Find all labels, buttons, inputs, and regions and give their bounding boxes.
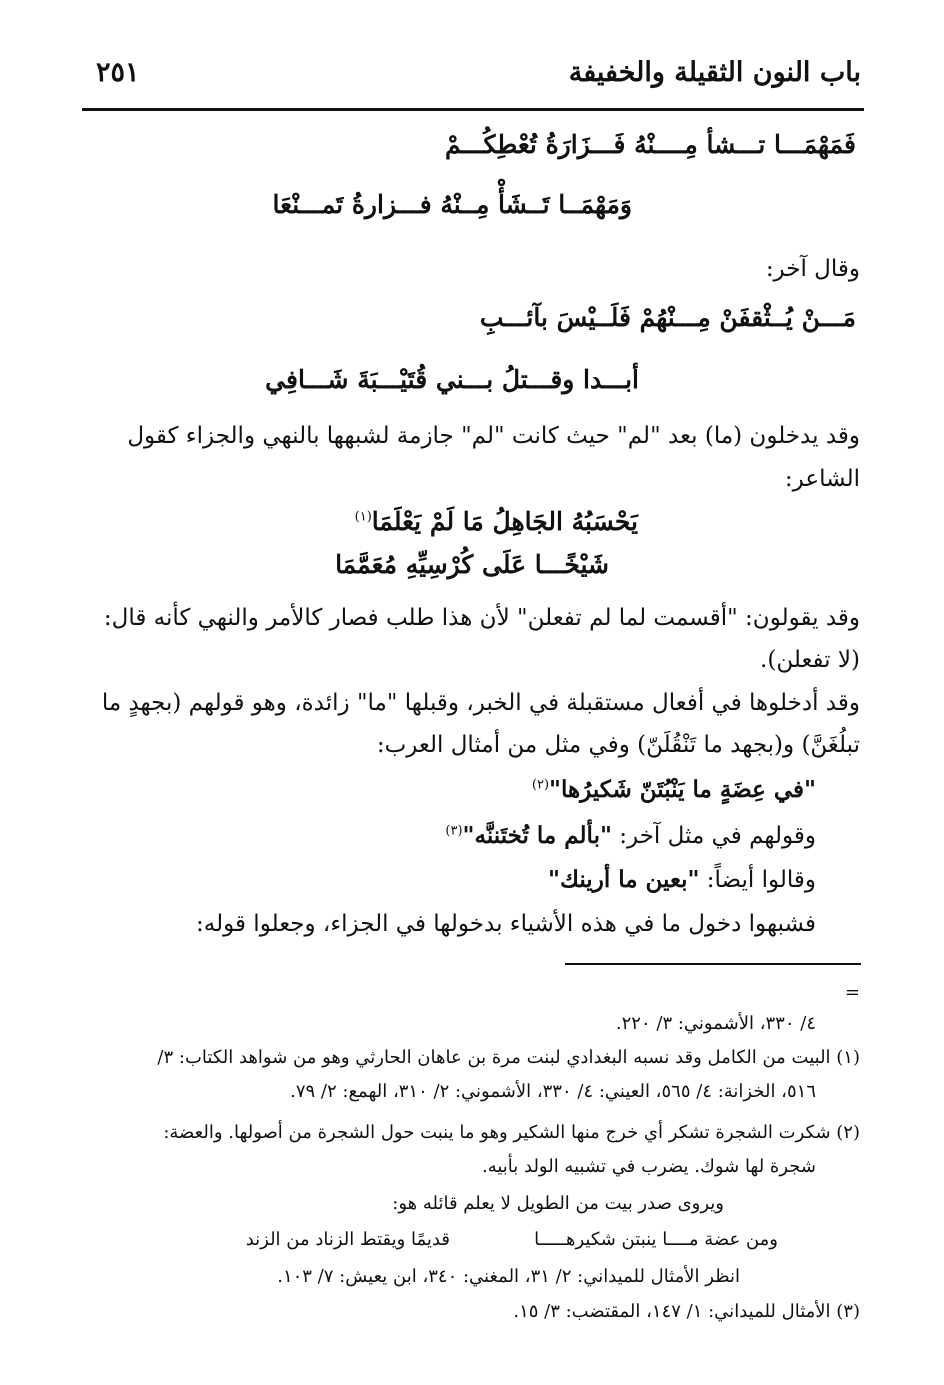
verse-line-4: أبـــدا وقـــتلُ بـــني قُتَيْـــبَةَ شَـــافِي [265,365,639,394]
footnote-2-verse-second-half: قديمًا ويقتط الزناد من الزند [245,1229,450,1250]
centered-verse-1 [355,507,638,536]
proverb-3-intro: وقالوا أيضاً: [699,867,816,893]
qal-akhar-line: وقال آخر: [765,256,860,282]
paragraph-4: فشبهوا دخول ما في هذه الأشياء بدخولها في الجزاء، وجعلوا قوله: [196,911,816,937]
verse-line-2: وَمَهْمَــا تَــشَأْ مِــنْهُ فـــزارةُ تَمـــنْعَا [272,190,632,219]
footnote-ref-3: (٣) [445,823,463,839]
footnote-1-line-1: (١) البيت من الكامل وقد نسبه البغدادي لبنت مرة بن عاهان الحارثي وهو من شواهد الكتاب: ٣/ [157,1047,860,1068]
centered-verse-1-text: يَحْسَبُهُ الجَاهِلُ مَا لَمْ يَعْلَمَا [371,507,638,536]
proverb-2-intro: وقولهم في مثل آخر: [611,823,816,849]
proverb-3-text: "بعين ما أرينك" [548,866,700,893]
paragraph-3-line-2: تبلُغَنَّ) و(بجهد ما تَنْقُلَنّ) وفي مثل من أمثال العرب: [376,732,860,758]
footnote-rule [565,963,861,965]
header-rule [82,108,864,111]
paragraph-2-line-1: وقد يقولون: "أقسمت لما لم تفعلن" لأن هذا طلب فصار كالأمر والنهي كأنه قال: [103,605,860,631]
paragraph-1-line-1: وقد يدخلون (ما) بعد "لم" حيث كانت "لم" جازمة لشبهها بالنهي والجزاء كقول [127,423,860,449]
footnote-2-line-2: شجرة لها شوك. يضرب في تشبيه الولد بأبيه. [481,1156,816,1177]
page-number: ٢٥١ [96,57,140,88]
verse-line-3: مَـــنْ يُــثْقفَنْ مِـــنْهُمْ فَلَــيْسَ بآئـــبِ [479,303,856,332]
proverb-2-line [445,822,816,849]
proverb-1-text: "في عِضَةٍ ما يَنْبُتَنّ شَكيرُها" [549,776,816,803]
verse-line-1: فَمَهْمَـــا تـــشأ مِــــنْهُ فَـــزَارَةُ تُعْطِكُـــمْ [444,130,856,159]
footnote-2-line-1: (٢) شكرت الشجرة تشكر أي خرج منها الشكير وهو ما ينبت حول الشجرة من أصولها. والعضة: [163,1122,860,1143]
footnote-2-line-5: انظر الأمثال للميداني: ٢/ ٣١، المغني: ٣٤٠، ابن يعيش: ٧/ ١٠٣. [277,1266,740,1287]
proverb-2-text: "بألم ما تُختَننَّه" [462,822,612,849]
paragraph-3-line-1: وقد أدخلوها في أفعال مستقبلة في الخبر، وقبلها "ما" زائدة، وهو قولهم (بجهدٍ ما [101,690,860,716]
footnote-3: (٣) الأمثال للميداني: ١/ ١٤٧، المقتضب: ٣/ ١٥. [513,1301,860,1322]
footnote-continuation: ٤/ ٣٣٠، الأشموني: ٣/ ٢٢٠. [615,1013,816,1034]
proverb-1 [532,776,816,803]
proverb-3-line [548,866,816,893]
footnote-2-line-3: ويروى صدر بيت من الطويل لا يعلم قائله هو: [392,1193,724,1214]
footnote-1-line-2: ٥١٦، الخزانة: ٤/ ٥٦٥، العيني: ٤/ ٣٣٠، الأشموني: ٢/ ٣١٠، الهمع: ٢/ ٧٩. [290,1081,816,1102]
footnote-ref-2: (٢) [531,777,550,793]
centered-verse-2: شَيْخًـــا عَلَى كُرْسِيِّهِ مُعَمَّمَا [335,550,609,579]
chapter-title: باب النون الثقيلة والخفيفة [568,57,861,88]
footnote-2-verse-first-half: ومن عضة مــــا ينبتن شكيرهـــــا [534,1229,778,1250]
paragraph-1-line-2: الشاعر: [784,466,860,492]
paragraph-2-line-2: (لا تفعلن). [760,647,860,673]
footnote-continuation-mark: = [844,982,860,1003]
footnote-ref-1: (١) [354,509,372,525]
